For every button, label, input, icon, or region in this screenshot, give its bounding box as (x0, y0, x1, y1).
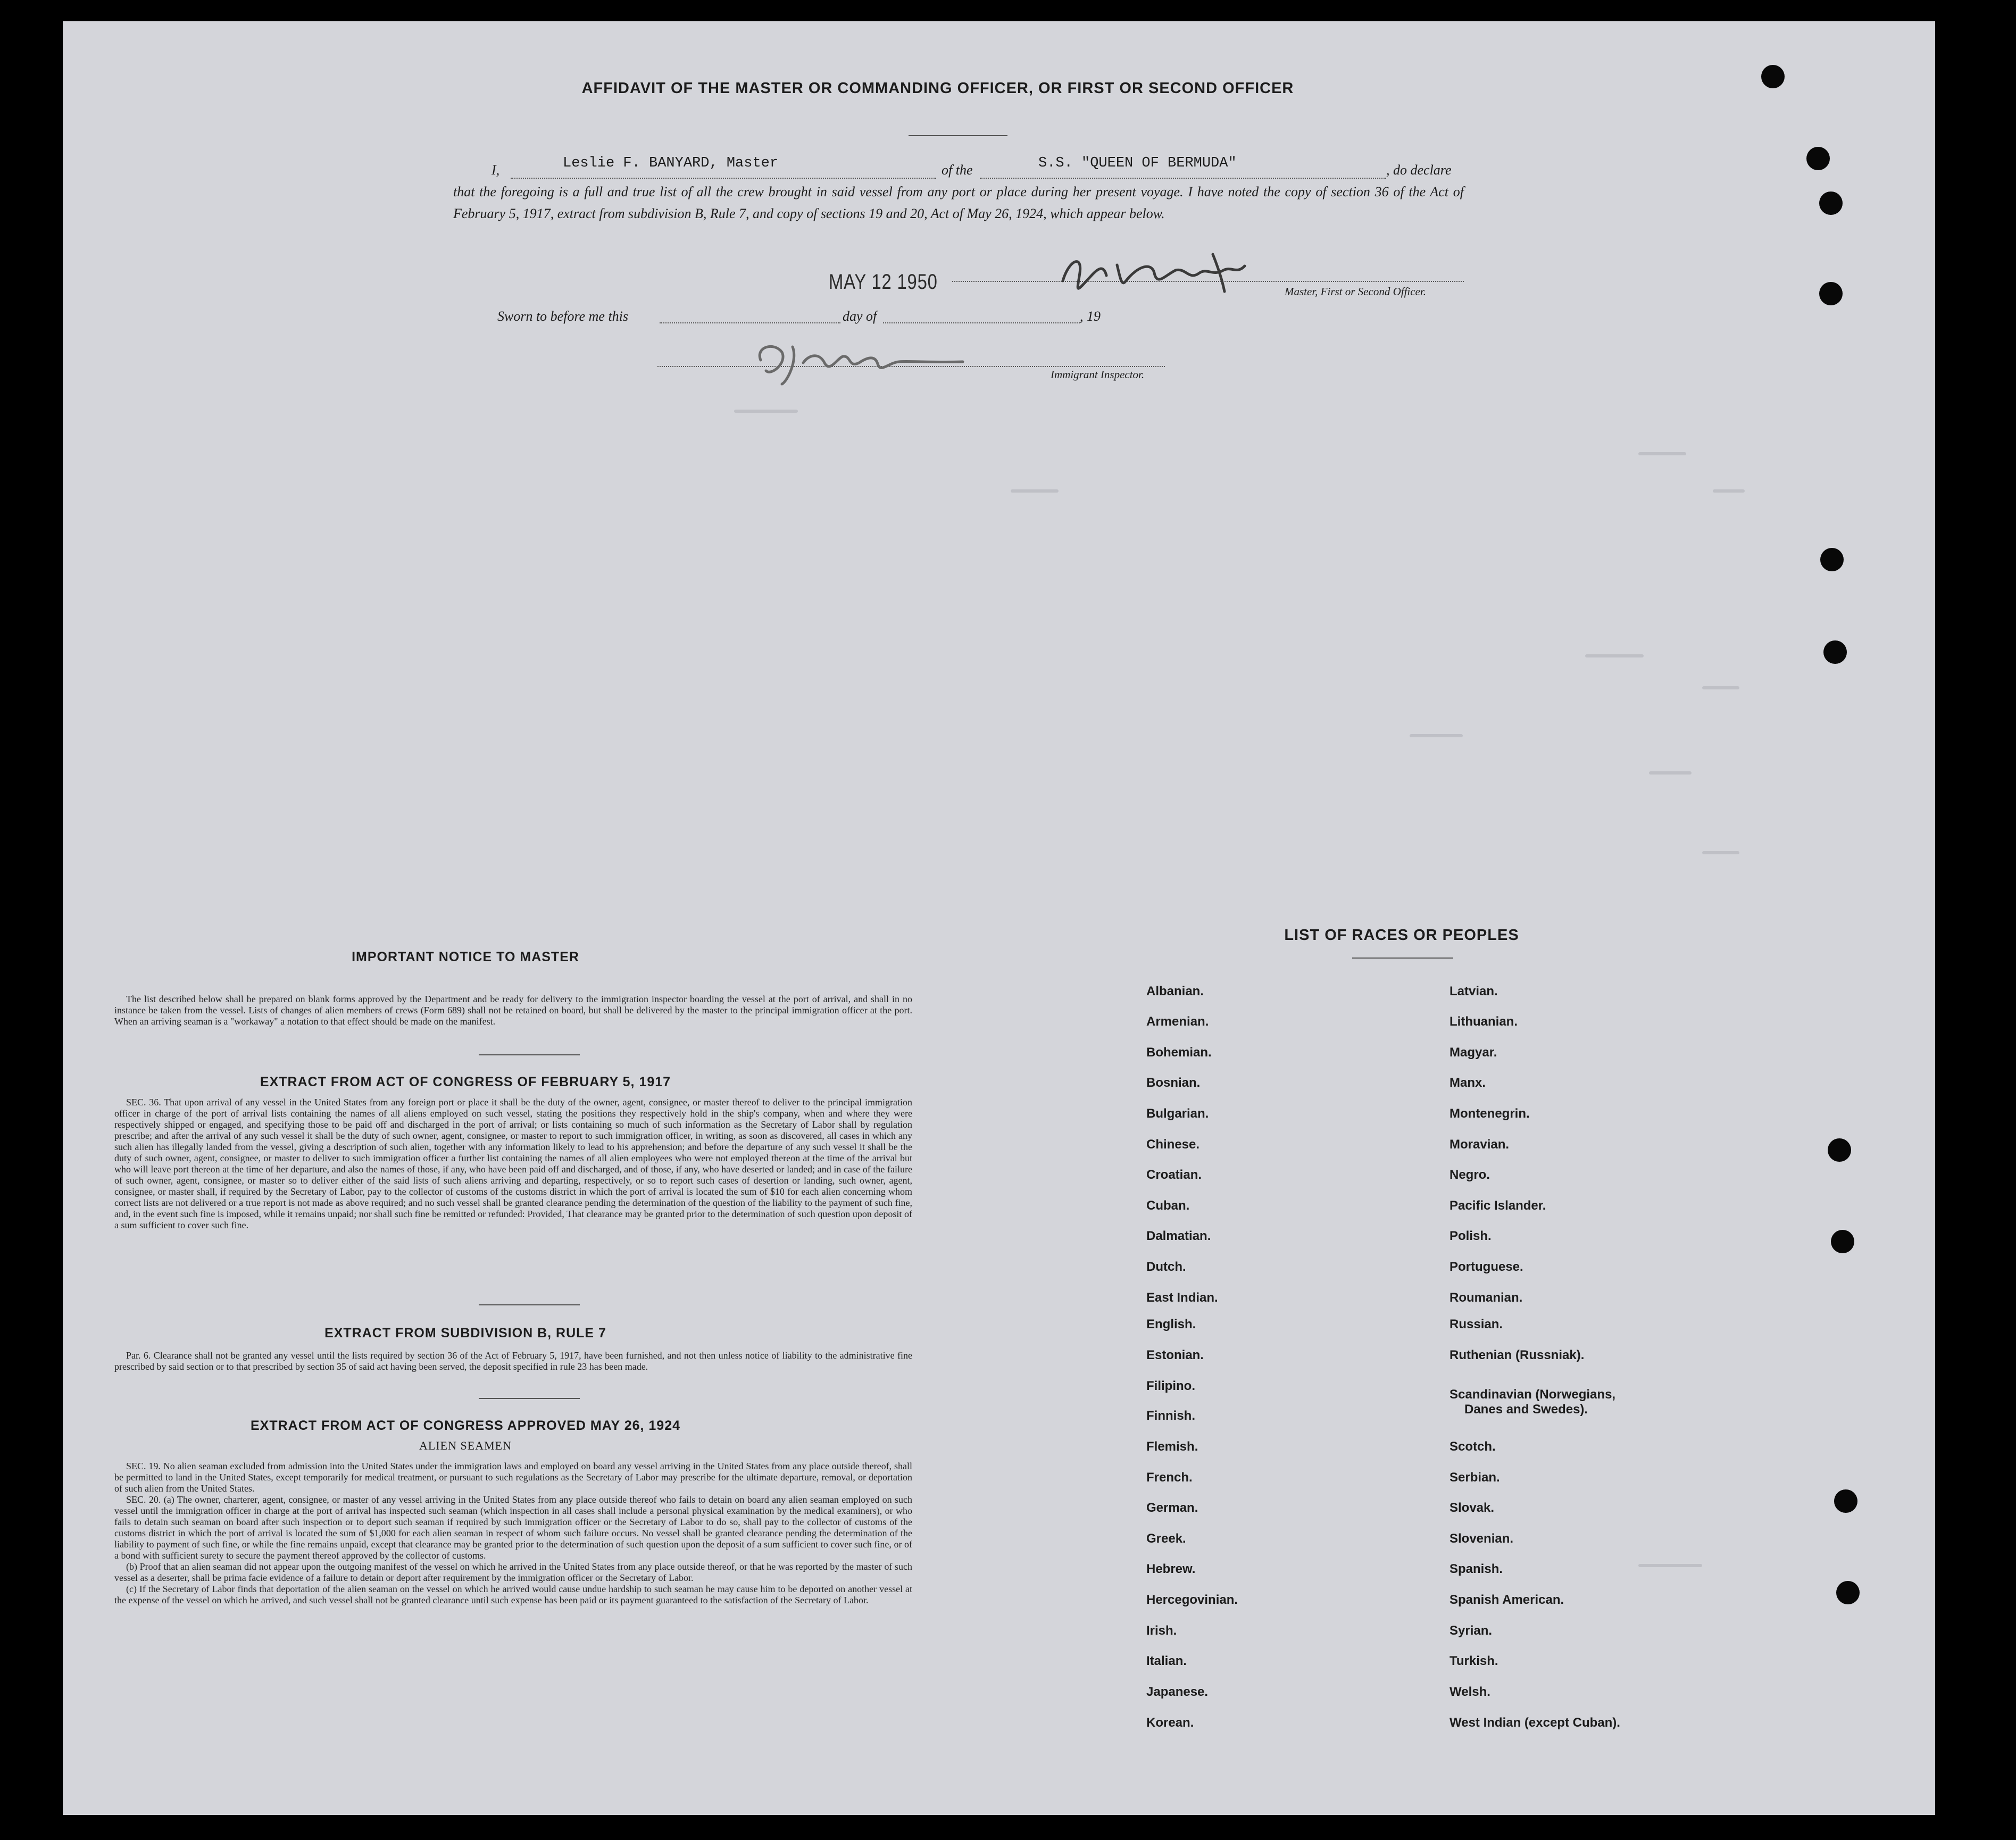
punch-hole (1823, 640, 1847, 664)
sworn-label: Sworn to before me this (497, 309, 629, 324)
race-item: Negro. (1449, 1168, 1490, 1182)
bleed-through-mark (1649, 771, 1692, 775)
notice-text-body: The list described below shall be prepared on blank forms approved by the Department and be ready for delivery to the immigration inspector boarding the vessel at the port of arrival, and shall in no instance be taken from the vessel. Lists of changes of alien members of crews (Form 689) shall not be retained on board, but shall be delivered by the master to the principal immigration officer at the port. When an arriving seaman is a "workaway" a notation to that effect should be made on the manifest. (114, 994, 912, 1027)
race-item: Latvian. (1449, 984, 1498, 998)
declaration-text: that the foregoing is a full and true list of all the crew brought in said vessel from any port or place during her present voyage. I have noted the copy of section 36 of the Act of February 5, 1917, extract from subdivision B, Rule 7, and copy of sections 19 and 20, Act of May 26, 1924, which appear below. (453, 184, 1464, 221)
race-item: Danes and Swedes). (1464, 1402, 1588, 1417)
extract-rule7-body: Par. 6. Clearance shall not be granted any vessel until the lists required by section 36 of the Act of February 5, 1917, have been furnished, and not then unless notice of liability to the administrative fine prescribed by said section or to that prescribed by section 35 of said act having been served, the deposit specified in rule 23 has been made. (114, 1350, 912, 1372)
race-item: East Indian. (1146, 1291, 1218, 1305)
title-divider (909, 135, 1007, 136)
extract-1924-title: EXTRACT FROM ACT OF CONGRESS APPROVED MAY 26, 1924 (250, 1418, 681, 1433)
day-of-label: day of (843, 309, 877, 324)
vessel-name: S.S. "QUEEN OF BERMUDA" (1038, 155, 1237, 171)
punch-hole (1831, 1230, 1854, 1253)
race-item: Dutch. (1146, 1260, 1186, 1274)
sworn-day-blank (660, 322, 840, 323)
year-label: , 19 (1080, 309, 1101, 324)
extract-1917-body: SEC. 36. That upon arrival of any vessel in the United States from any foreign port or place it shall be the duty of the owner, agent, consignee, or master thereof to deliver to the principal immigration officer in charge of the port of arrival lists containing the names of all aliens employed on such vessel, stating the positions they respectively hold in the ship's company, when and where they were respectively shipped or engaged, and specifying those to be paid off and discharged in the port of arrival; or lists containing so much of such information as the Secretary of Labor shall by regulation prescribe; and after the arrival of any such vessel it shall be the duty of such owner, agent, consignee, or master to report to such immigration officer, in writing, as soon as discovered, all cases in which any such alien has illegally landed from the vessel, giving a description of such alien, together with any information likely to lead to his apprehension; and before the departure of any such vessel it shall be the duty of such owner, agent, consignee, or master to deliver to such immigration officer a further list containing the names of all alien employees who were not employed thereon at the time of the arrival but who will leave port thereon at the time of her departure, and also the names of those, if any, who have been paid off and discharged, and of those, if any, who have deserted or landed; and in case of the failure of such owner, agent, consignee, or master so to deliver either of the said lists of such aliens arriving and departing, respectively, or so to report such cases of desertion or landing, such owner, agent, consignee, or master shall, if required by the Secretary of Labor, pay to the collector of customs of the customs district in which the port of arrival is located the sum of $10 for each alien concerning whom correct lists are not delivered or a true report is not made as above required; and no such vessel shall be granted clearance pending the determination of the question of the liability to the payment of such fine, and, in the event such fine is imposed, while it remains unpaid; nor shall such fine be remitted or refunded: Provided, That clearance may be granted prior to the determination of such question upon deposit of a sum sufficient to cover such fine. (114, 1097, 912, 1230)
bleed-through-mark (1638, 452, 1686, 455)
bleed-through-mark (734, 410, 798, 413)
date-stamp: MAY 12 1950 (829, 270, 938, 294)
punch-hole (1836, 1581, 1860, 1604)
race-item: Montenegrin. (1449, 1106, 1530, 1121)
race-item: Roumanian. (1449, 1291, 1523, 1305)
race-item: Slovenian. (1449, 1531, 1514, 1546)
bleed-through-mark (1585, 654, 1644, 657)
race-item: Greek. (1146, 1531, 1186, 1546)
do-declare-label: , do declare (1386, 162, 1452, 178)
races-divider (1352, 958, 1453, 959)
race-item: Ruthenian (Russniak). (1449, 1348, 1585, 1362)
race-item: English. (1146, 1317, 1196, 1331)
race-item: Estonian. (1146, 1348, 1204, 1362)
race-item: Cuban. (1146, 1198, 1190, 1213)
race-item: French. (1146, 1470, 1193, 1485)
officer-name: Leslie F. BANYARD, Master (563, 155, 779, 171)
race-item: Bosnian. (1146, 1076, 1201, 1090)
master-officer-label: Master, First or Second Officer. (1285, 285, 1426, 298)
race-item: Moravian. (1449, 1137, 1510, 1152)
race-item: Hercegovinian. (1146, 1593, 1238, 1607)
race-item: Serbian. (1449, 1470, 1500, 1485)
notice-text (114, 994, 912, 1027)
punch-hole (1806, 147, 1830, 170)
punch-hole (1819, 282, 1843, 305)
race-item: Albanian. (1146, 984, 1204, 998)
bleed-through-mark (1702, 851, 1739, 854)
race-item: Dalmatian. (1146, 1229, 1211, 1243)
sec19-paragraph (114, 1461, 912, 1494)
race-item: Croatian. (1146, 1168, 1202, 1182)
extract-rule7-text (114, 1350, 912, 1372)
race-item: Polish. (1449, 1229, 1492, 1243)
inspector-signature (750, 331, 973, 389)
punch-hole (1820, 548, 1844, 571)
race-item: Bohemian. (1146, 1045, 1212, 1060)
race-item: Korean. (1146, 1716, 1194, 1730)
extract-1917-text (114, 1097, 912, 1231)
race-item: Filipino. (1146, 1379, 1195, 1393)
punch-hole (1834, 1489, 1857, 1513)
bleed-through-mark (1011, 489, 1059, 493)
race-item: Portuguese. (1449, 1260, 1523, 1274)
sec20a-text: SEC. 20. (a) The owner, charterer, agent, consignee, or master of any vessel arriving in the United States from any place outside thereof who fails to detain on board any alien seaman employed on such vessel until the immigration officer in charge at the port of arrival has inspected such seaman (which inspection in all cases shall include a personal physical examination by the medical examiners), or who fails to detain such seaman on board after such inspection or to deport such seaman if required by such immigration officer or the Secretary of Labor to do so, shall pay to the collector of customs of the customs district in which the port of arrival is located the sum of $1,000 for each alien seaman in respect of whom such failure occurs. No vessel shall be granted clearance pending the determination of the liability to payment of such fine, or while the fine remains unpaid, except that clearance may be granted prior to the determination of such question upon the deposit of a sum sufficient to cover such fine, or of a bond with sufficient surety to secure the payment thereof approved by the collector of customs. (114, 1494, 912, 1561)
sec20b-text: (b) Proof that an alien seaman did not appear upon the outgoing manifest of the vessel on which he arrived in the United States from any place outside thereof, or that he was reported by the master of such vessel as a deserter, shall be prima facie evidence of a failure to detain or deport after requirement by the immigration officer or the Secretary of Labor. (114, 1561, 912, 1583)
sec20b-paragraph (114, 1561, 912, 1584)
race-item: Pacific Islander. (1449, 1198, 1546, 1213)
vessel-name-blank (980, 178, 1386, 179)
bleed-through-mark (1410, 734, 1463, 737)
race-item: Italian. (1146, 1654, 1187, 1668)
race-item: Scandinavian (Norwegians, (1449, 1387, 1616, 1402)
punch-hole (1819, 192, 1843, 215)
races-title: LIST OF RACES OR PEOPLES (1284, 927, 1519, 944)
extract-1917-title: EXTRACT FROM ACT OF CONGRESS OF FEBRUARY 5, 1917 (260, 1075, 671, 1089)
race-item: Chinese. (1146, 1137, 1200, 1152)
affidavit-title: AFFIDAVIT OF THE MASTER OR COMMANDING OFFICER, OR FIRST OR SECOND OFFICER (581, 80, 1294, 97)
inspector-label: Immigrant Inspector. (1051, 368, 1145, 381)
sworn-month-blank (883, 322, 1080, 323)
notice-title: IMPORTANT NOTICE TO MASTER (352, 950, 579, 964)
race-item: German. (1146, 1501, 1198, 1515)
extract-1924-text (114, 1461, 912, 1606)
sec19-text: SEC. 19. No alien seaman excluded from admission into the United States under the immigration laws and employed on board any vessel arriving in the United States from any place outside thereof, shall be permitted to land in the United States, except temporarily for medical treatment, or pursuant to such regulations as the Secretary of Labor may prescribe for the ultimate departure, removal, or deportation of such alien from the United States. (114, 1461, 912, 1494)
race-item: Bulgarian. (1146, 1106, 1209, 1121)
race-item: Lithuanian. (1449, 1014, 1518, 1029)
of-the-label: of the (942, 162, 973, 178)
race-item: Japanese. (1146, 1685, 1209, 1699)
race-item: Irish. (1146, 1623, 1177, 1638)
punch-hole (1828, 1138, 1851, 1162)
i-label: I, (491, 162, 500, 178)
race-item: Armenian. (1146, 1014, 1209, 1029)
race-item: Spanish American. (1449, 1593, 1564, 1607)
bleed-through-mark (1702, 686, 1739, 689)
officer-name-blank (511, 178, 936, 179)
race-item: Russian. (1449, 1317, 1503, 1331)
race-item: Scotch. (1449, 1439, 1496, 1454)
race-item: Spanish. (1449, 1562, 1503, 1576)
race-item: Finnish. (1146, 1409, 1195, 1423)
master-signature (1053, 244, 1266, 302)
section-divider (479, 1054, 580, 1055)
race-item: West Indian (except Cuban). (1449, 1716, 1620, 1730)
sec20c-text: (c) If the Secretary of Labor finds that deportation of the alien seaman on the vessel on which he arrived would cause undue hardship to such seaman he may cause him to be deported on another vessel at the expense of the vessel on which he arrived, and such vessel shall not be granted clearance until such expense has been paid or its payment guaranteed to the satisfaction of the Secretary of Labor. (114, 1584, 912, 1605)
race-item: Syrian. (1449, 1623, 1493, 1638)
punch-hole (1761, 65, 1785, 88)
section-divider (479, 1398, 580, 1399)
section-divider (479, 1304, 580, 1305)
race-item: Manx. (1449, 1076, 1486, 1090)
race-item: Slovak. (1449, 1501, 1495, 1515)
race-item: Flemish. (1146, 1439, 1198, 1454)
race-item: Hebrew. (1146, 1562, 1196, 1576)
sec20a-paragraph (114, 1494, 912, 1561)
bleed-through-mark (1638, 1564, 1702, 1567)
race-item: Magyar. (1449, 1045, 1497, 1060)
extract-rule7-title: EXTRACT FROM SUBDIVISION B, RULE 7 (324, 1326, 606, 1341)
alien-seamen-subtitle: ALIEN SEAMEN (419, 1439, 512, 1452)
race-item: Welsh. (1449, 1685, 1490, 1699)
race-item: Turkish. (1449, 1654, 1498, 1668)
sec20c-paragraph (114, 1584, 912, 1606)
bleed-through-mark (1713, 489, 1745, 493)
